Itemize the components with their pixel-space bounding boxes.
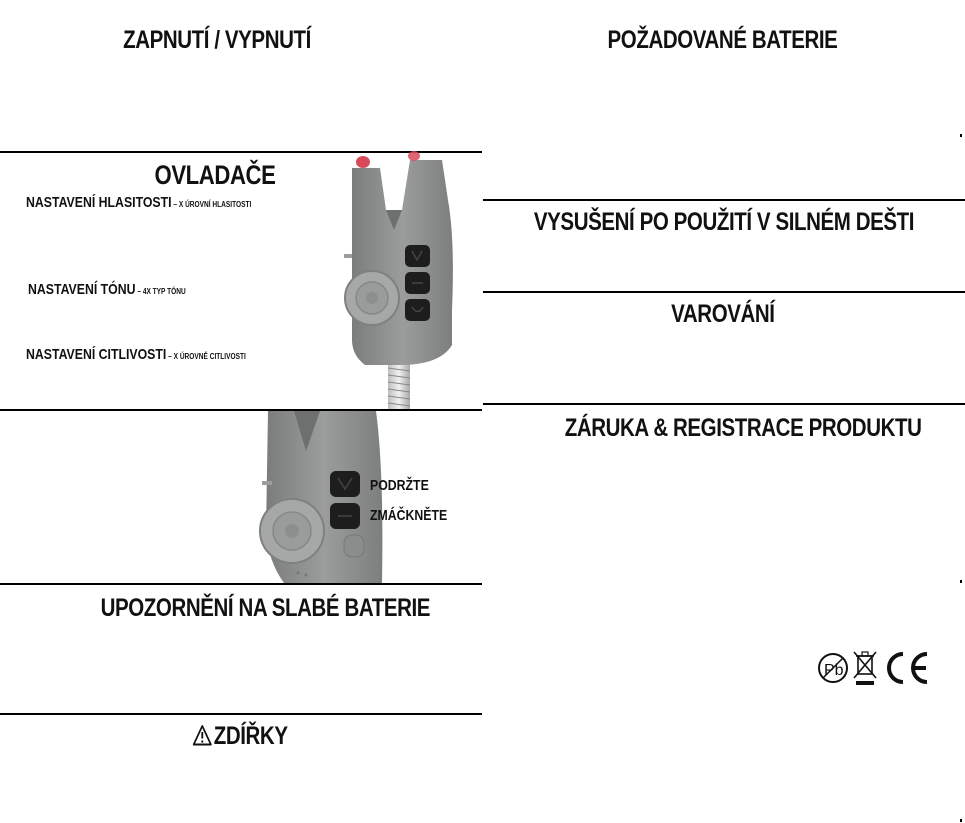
pb-free-icon [819, 654, 847, 682]
svg-text:Pb: Pb [824, 662, 844, 679]
divider [483, 291, 965, 293]
divider [0, 713, 482, 715]
margin-tick [960, 819, 962, 822]
weee-bin-icon [854, 652, 876, 685]
bite-alarm-closeup-illustration [250, 411, 400, 583]
controls-heading: OVLADAČE [154, 160, 276, 190]
margin-tick [960, 580, 962, 583]
control-label-tone: NASTAVENÍ TÓNU – 4X TYP TÓNU [28, 281, 186, 298]
divider [483, 403, 965, 405]
control-label-sensitivity: NASTAVENÍ CITLIVOSTI – X ÚROVNĚ CITLIVOSTI [26, 346, 246, 363]
low-battery-heading: UPOZORNĚNÍ NA SLABÉ BATERIE [100, 594, 431, 622]
warranty-heading: ZÁRUKA & REGISTRACE PRODUKTU [564, 414, 922, 442]
required-batteries-heading: POŽADOVANÉ BATERIE [607, 26, 838, 54]
hold-label: PODRŽTE [370, 477, 429, 494]
control-label-volume: NASTAVENÍ HLASITOSTI – X ÚROVNÍ HLASITOSTI [26, 194, 252, 211]
warning-heading: VAROVÁNÍ [671, 300, 775, 328]
divider [483, 199, 965, 201]
ce-mark-icon [889, 654, 927, 682]
press-label: ZMÁČKNĚTE [370, 507, 448, 524]
bite-alarm-illustration [330, 150, 480, 410]
compliance-icons [815, 648, 930, 690]
drying-heading: VYSUŠENÍ PO POUŽITÍ V SILNÉM DEŠTI [533, 208, 915, 236]
margin-tick [960, 134, 962, 137]
power-heading: ZAPNUTÍ / VYPNUTÍ [123, 26, 311, 54]
sockets-heading: ZDÍŘKY [183, 722, 298, 751]
divider [0, 583, 482, 585]
divider [0, 409, 482, 411]
warning-triangle-icon [192, 724, 212, 746]
